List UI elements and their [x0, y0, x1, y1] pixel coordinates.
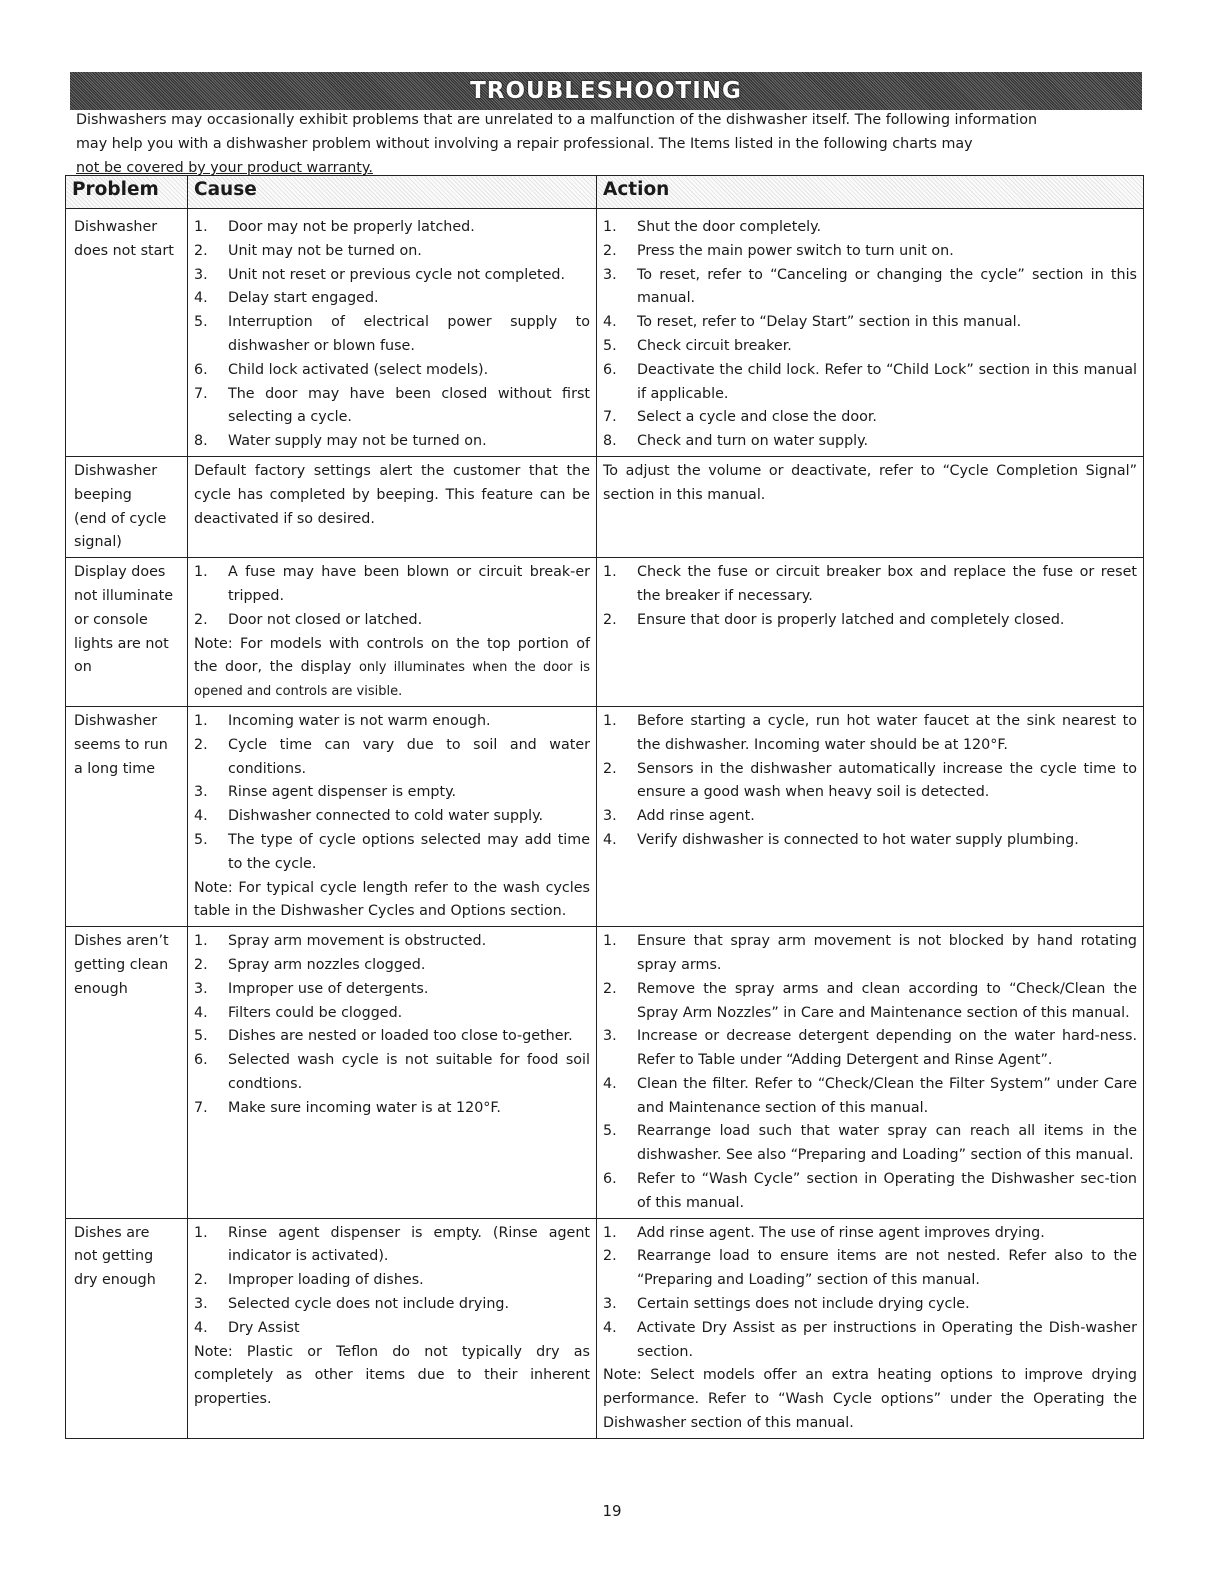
note-main: Note: For typical cycle length refer to the wash cycles table in the Dishwasher Cycles and Options section. — [194, 879, 590, 920]
item-number: 3. — [194, 980, 208, 997]
item-text: Door may not be properly latched. — [228, 219, 475, 235]
item-number: 2. — [603, 611, 617, 628]
item-text: To reset, refer to “Delay Start” section in this manual. — [637, 314, 1022, 331]
item-number: 1. — [603, 219, 617, 235]
list-item — [194, 930, 590, 954]
problem-line: seems to run — [74, 736, 168, 753]
item-text: A fuse may have been blown or circuit break-er tripped. — [228, 564, 590, 604]
numbered-list — [603, 216, 1137, 454]
item-number: 4. — [603, 1319, 617, 1336]
item-text: The type of cycle options selected may add time to the cycle. — [228, 831, 590, 872]
note-main: Note: For models with controls on the top portion of the door, the display — [194, 635, 590, 676]
item-number: 3. — [603, 266, 617, 283]
list-item — [603, 978, 1137, 1026]
numbered-list — [194, 1222, 590, 1341]
item-text: Delay start engaged. — [228, 290, 379, 307]
note-text — [194, 1341, 590, 1412]
note-text — [603, 460, 1137, 508]
item-text: Water supply may not be turned on. — [228, 433, 487, 450]
list-item — [194, 1025, 590, 1049]
list-item — [603, 216, 1137, 240]
list-item — [603, 561, 1137, 609]
item-text: Cycle time can vary due to soil and water conditions. — [228, 736, 590, 777]
table-header-row — [66, 176, 1144, 209]
note-text — [194, 460, 590, 531]
item-text: Ensure that spray arm movement is not blocked by hand rotating spray arms. — [637, 933, 1137, 973]
list-item — [603, 406, 1137, 430]
action-cell — [597, 706, 1144, 926]
item-number: 2. — [194, 956, 208, 973]
item-text: Unit may not be turned on. — [228, 242, 422, 259]
item-number: 4. — [194, 1004, 208, 1021]
item-number: 5. — [194, 1028, 208, 1045]
list-item — [194, 287, 590, 311]
list-item — [194, 1317, 590, 1341]
header-problem: Problem — [66, 176, 188, 209]
list-item — [603, 430, 1137, 454]
page-number: 19 — [602, 1502, 622, 1520]
item-text: Sensors in the dishwasher automatically increase the cycle time to ensure a good wash when heavy soil is detected. — [637, 760, 1137, 801]
item-text: Press the main power switch to turn unit on. — [637, 242, 954, 259]
table-row — [66, 927, 1144, 1219]
item-number: 7. — [603, 409, 617, 426]
item-number: 8. — [194, 433, 208, 450]
item-text: Make sure incoming water is at 120°F. — [228, 1099, 501, 1116]
item-text: Verify dishwasher is connected to hot water supply plumbing. — [637, 831, 1079, 848]
table-row — [66, 1218, 1144, 1438]
note-small: only illuminates when the door is opened and controls are visible. — [194, 660, 590, 700]
item-number: 2. — [194, 611, 208, 628]
list-item — [194, 216, 590, 240]
note-text — [194, 633, 590, 704]
item-text: Dishwasher connected to cold water supply. — [228, 808, 544, 825]
list-item — [603, 1317, 1137, 1365]
problem-cell — [66, 209, 188, 457]
item-text: Increase or decrease detergent depending on the water hard-ness. Refer to Table under “Adding Detergent and Rinse Agent”. — [637, 1028, 1137, 1069]
note-main: Note: Plastic or Teflon do not typically dry as completely as other items due to their inherent properties. — [194, 1343, 590, 1408]
item-text: Rinse agent dispenser is empty. — [228, 784, 457, 801]
item-number: 3. — [603, 1296, 617, 1313]
item-number: 7. — [194, 385, 208, 402]
item-text: Before starting a cycle, run hot water faucet at the sink nearest to the dishwasher. Incoming water should be at 120°F. — [637, 712, 1137, 753]
item-number: 1. — [603, 933, 617, 950]
item-text: Rearrange load to ensure items are not nested. Refer also to the “Preparing and Loading” section of this manual. — [637, 1248, 1137, 1289]
cause-cell — [188, 927, 597, 1219]
numbered-list — [603, 1222, 1137, 1365]
item-number: 1. — [603, 1224, 617, 1241]
item-text: Add rinse agent. — [637, 808, 755, 825]
item-text: Activate Dry Assist as per instructions in Operating the Dish-washer section. — [637, 1319, 1137, 1360]
problem-line: Dishes are — [74, 1224, 150, 1241]
item-number: 4. — [603, 831, 617, 848]
list-item — [603, 1222, 1137, 1246]
problem-line: a long time — [74, 760, 156, 777]
item-text: Spray arm nozzles clogged. — [228, 956, 426, 973]
list-item — [194, 609, 590, 633]
troubleshooting-table — [65, 175, 1144, 1439]
table-row — [66, 558, 1144, 707]
item-text: Clean the filter. Refer to “Check/Clean the Filter System” under Care and Maintenance section of this manual. — [637, 1075, 1137, 1116]
note-text — [603, 1364, 1137, 1435]
action-cell — [597, 927, 1144, 1219]
list-item — [603, 758, 1137, 806]
header-action: Action — [597, 176, 1144, 209]
list-item — [194, 359, 590, 383]
item-number: 4. — [194, 808, 208, 825]
table-row — [66, 456, 1144, 557]
problem-line: Dishwasher — [74, 712, 158, 729]
item-text: Door not closed or latched. — [228, 611, 423, 628]
item-number: 1. — [194, 219, 208, 235]
list-item — [194, 710, 590, 734]
item-text: Spray arm movement is obstructed. — [228, 933, 487, 950]
item-text: The door may have been closed without first selecting a cycle. — [228, 385, 590, 426]
item-text: Incoming water is not warm enough. — [228, 712, 491, 729]
item-number: 5. — [603, 337, 617, 354]
item-number: 3. — [194, 784, 208, 801]
item-number: 1. — [603, 564, 617, 581]
item-text: Improper use of detergents. — [228, 980, 429, 997]
intro-paragraph — [76, 108, 1136, 180]
numbered-list — [194, 216, 590, 454]
item-text: Certain settings does not include drying cycle. — [637, 1296, 970, 1313]
item-number: 2. — [194, 736, 208, 753]
problem-cell — [66, 558, 188, 707]
item-number: 6. — [194, 361, 208, 378]
item-number: 1. — [603, 712, 617, 729]
problem-line: lights are not — [74, 635, 169, 652]
item-number: 1. — [194, 712, 208, 729]
item-number: 5. — [603, 1123, 617, 1140]
numbered-list — [194, 930, 590, 1120]
item-text: Selected wash cycle is not suitable for food soil condtions. — [228, 1052, 590, 1092]
list-item — [194, 561, 590, 609]
item-text: To reset, refer to “Canceling or changing the cycle” section in this manual. — [637, 266, 1137, 307]
item-text: Check circuit breaker. — [637, 337, 792, 354]
numbered-list — [603, 930, 1137, 1216]
numbered-list — [194, 710, 590, 877]
item-number: 3. — [194, 1296, 208, 1313]
item-text: Refer to “Wash Cycle” section in Operating the Dishwasher sec-tion of this manual. — [637, 1171, 1137, 1211]
intro-line: not be covered by your product warranty. — [76, 160, 373, 176]
numbered-list — [603, 561, 1137, 632]
intro-line: Dishwashers may occasionally exhibit problems that are unrelated to a malfunction of the dishwasher itself. The following information — [76, 112, 1038, 128]
item-number: 2. — [194, 242, 208, 259]
item-number: 6. — [603, 361, 617, 378]
item-text: Check the fuse or circuit breaker box and replace the fuse or reset the breaker if necessary. — [637, 564, 1137, 604]
list-item — [194, 978, 590, 1002]
item-text: Ensure that door is properly latched and completely closed. — [637, 611, 1065, 628]
problem-line: Display does — [74, 564, 166, 581]
item-text: Dry Assist — [228, 1319, 300, 1336]
numbered-list — [603, 710, 1137, 853]
list-item — [603, 710, 1137, 758]
item-number: 1. — [194, 564, 208, 581]
list-item — [603, 1293, 1137, 1317]
list-item — [194, 264, 590, 288]
problem-line: Dishwasher — [74, 462, 158, 479]
list-item — [603, 264, 1137, 312]
list-item — [603, 609, 1137, 633]
item-number: 3. — [603, 808, 617, 825]
list-item — [194, 383, 590, 431]
item-number: 2. — [603, 980, 617, 997]
item-number: 2. — [603, 242, 617, 259]
item-number: 5. — [194, 831, 208, 848]
item-text: Add rinse agent. The use of rinse agent improves drying. — [637, 1224, 1045, 1241]
problem-line: enough — [74, 980, 128, 997]
list-item — [194, 734, 590, 782]
item-number: 3. — [194, 266, 208, 283]
item-number: 1. — [194, 1224, 208, 1241]
list-item — [194, 829, 590, 877]
note-main: Note: Select models offer an extra heating options to improve drying performance. Refer to “Wash Cycle options” under the Operating the Dishwasher section of this manual. — [603, 1367, 1137, 1432]
problem-line: getting clean — [74, 956, 169, 973]
list-item — [194, 1293, 590, 1317]
item-text: Unit not reset or previous cycle not completed. — [228, 266, 566, 283]
problem-line: on — [74, 659, 92, 676]
item-text: Dishes are nested or loaded too close to-gether. — [228, 1028, 573, 1045]
item-text: Check and turn on water supply. — [637, 433, 869, 450]
list-item — [194, 781, 590, 805]
item-number: 2. — [603, 1248, 617, 1265]
problem-line: dry enough — [74, 1272, 156, 1289]
problem-line: beeping — [74, 486, 132, 503]
item-number: 4. — [603, 314, 617, 331]
action-cell — [597, 456, 1144, 557]
intro-line: may help you with a dishwasher problem without involving a repair professional. The Items listed in the following charts may — [76, 136, 973, 152]
problem-cell — [66, 706, 188, 926]
list-item — [603, 311, 1137, 335]
item-text: Rearrange load such that water spray can reach all items in the dishwasher. See also “Preparing and Loading” section of this manual. — [637, 1123, 1137, 1164]
note-main: To adjust the volume or deactivate, refer to “Cycle Completion Signal” section in this manual. — [603, 462, 1137, 503]
list-item — [603, 805, 1137, 829]
problem-line: not getting — [74, 1248, 154, 1265]
list-item — [603, 359, 1137, 407]
list-item — [603, 1245, 1137, 1293]
problem-line: (end of cycle — [74, 510, 167, 527]
item-number: 4. — [194, 290, 208, 307]
header-cause: Cause — [188, 176, 597, 209]
problem-line: Dishes aren’t — [74, 933, 169, 950]
cause-cell — [188, 706, 597, 926]
list-item — [194, 1002, 590, 1026]
note-main: Default factory settings alert the customer that the cycle has completed by beeping. This feature can be deactivated if so desired. — [194, 462, 590, 527]
item-text: Filters could be clogged. — [228, 1004, 403, 1021]
list-item — [194, 240, 590, 264]
list-item — [603, 1073, 1137, 1121]
list-item — [603, 1168, 1137, 1216]
list-item — [194, 430, 590, 454]
list-item — [603, 335, 1137, 359]
table-row — [66, 209, 1144, 457]
problem-line: or console — [74, 611, 148, 628]
item-text: Shut the door completely. — [637, 219, 822, 235]
item-number: 6. — [603, 1171, 617, 1188]
item-text: Selected cycle does not include drying. — [228, 1296, 509, 1313]
problem-line: Dishwasher — [74, 219, 158, 235]
list-item — [603, 930, 1137, 978]
item-text: Deactivate the child lock. Refer to “Child Lock” section in this manual if applicable. — [637, 361, 1137, 402]
list-item — [603, 1025, 1137, 1073]
item-text: Improper loading of dishes. — [228, 1272, 424, 1289]
problem-line: not illuminate — [74, 587, 174, 604]
problem-cell — [66, 927, 188, 1219]
item-number: 6. — [194, 1052, 208, 1069]
action-cell — [597, 1218, 1144, 1438]
action-cell — [597, 209, 1144, 457]
item-number: 4. — [603, 1075, 617, 1092]
cause-cell — [188, 558, 597, 707]
list-item — [194, 954, 590, 978]
item-number: 3. — [603, 1028, 617, 1045]
item-text: Interruption of electrical power supply to dishwasher or blown fuse. — [228, 314, 590, 354]
item-number: 5. — [194, 314, 208, 331]
item-number: 4. — [194, 1319, 208, 1336]
item-text: Child lock activated (select models). — [228, 361, 489, 378]
cause-cell — [188, 209, 597, 457]
table-row — [66, 706, 1144, 926]
item-number: 2. — [603, 760, 617, 777]
list-item — [603, 829, 1137, 853]
problem-line: signal) — [74, 534, 122, 551]
problem-line: does not start — [74, 242, 174, 259]
problem-cell — [66, 456, 188, 557]
item-text: Remove the spray arms and clean according to “Check/Clean the Spray Arm Nozzles” in Care and Maintenance section of this manual. — [637, 980, 1137, 1021]
list-item — [194, 1269, 590, 1293]
item-number: 2. — [194, 1272, 208, 1289]
item-number: 8. — [603, 433, 617, 450]
cause-cell — [188, 1218, 597, 1438]
section-banner: TROUBLESHOOTING — [70, 72, 1142, 110]
item-text: Rinse agent dispenser is empty. (Rinse agent indicator is activated). — [228, 1224, 590, 1265]
list-item — [194, 1222, 590, 1270]
numbered-list — [194, 561, 590, 632]
list-item — [194, 1049, 590, 1097]
cause-cell — [188, 456, 597, 557]
list-item — [603, 1120, 1137, 1168]
item-number: 1. — [194, 933, 208, 950]
list-item — [194, 1097, 590, 1121]
item-text: Select a cycle and close the door. — [637, 409, 877, 426]
problem-cell — [66, 1218, 188, 1438]
item-number: 7. — [194, 1099, 208, 1116]
list-item — [194, 311, 590, 359]
note-text — [194, 877, 590, 925]
list-item — [603, 240, 1137, 264]
action-cell — [597, 558, 1144, 707]
list-item — [194, 805, 590, 829]
